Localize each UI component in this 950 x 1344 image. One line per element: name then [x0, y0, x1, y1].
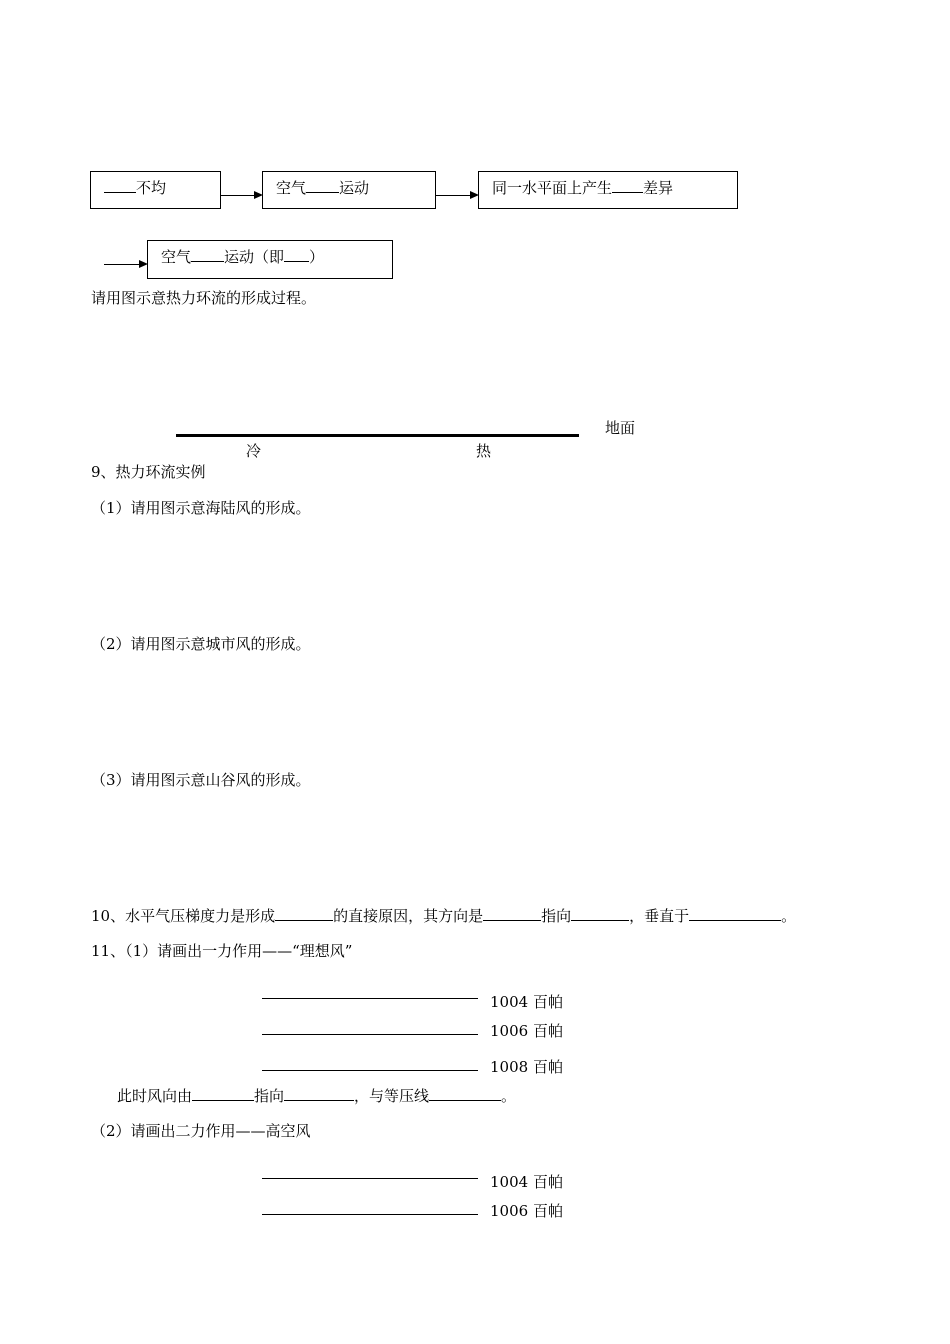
fill-blank[interactable] — [306, 178, 339, 193]
answer-text: 此时风向由 — [117, 1087, 193, 1105]
isobar-line — [262, 1070, 478, 1071]
fill-blank[interactable] — [284, 247, 309, 262]
flow-box-suffix: 差异 — [643, 179, 674, 197]
isobar-line — [262, 1178, 478, 1179]
question-11-answer — [117, 1086, 516, 1105]
isobar-label: 1006 百帕 — [490, 1022, 563, 1040]
fill-blank[interactable] — [284, 1086, 354, 1101]
flow-box-mid: 运动（即 — [224, 248, 285, 266]
answer-text: 指向 — [254, 1087, 285, 1105]
ground-line — [176, 434, 579, 437]
ground-label: 地面 — [605, 419, 636, 437]
question-10 — [91, 906, 796, 925]
hot-label: 热 — [476, 442, 492, 460]
flow-box-horizontal-motion — [147, 240, 393, 279]
question-9-sub3: （3）请用图示意山谷风的形成。 — [91, 771, 311, 789]
flow-box-uneven — [90, 171, 221, 209]
cold-label: 冷 — [246, 442, 262, 460]
flow-box-suffix: ） — [309, 248, 325, 266]
flow-arrow-icon — [221, 195, 261, 196]
question-10-text: 10、水平气压梯度力是形成 — [91, 907, 276, 925]
fill-blank[interactable] — [275, 906, 333, 921]
question-9-sub2: （2）请用图示意城市风的形成。 — [91, 635, 311, 653]
fill-blank[interactable] — [612, 178, 643, 193]
fill-blank[interactable] — [571, 906, 629, 921]
fill-blank[interactable] — [192, 1086, 254, 1101]
fill-blank[interactable] — [483, 906, 541, 921]
question-10-text: 的直接原因，其方向是 — [333, 907, 484, 925]
fill-blank[interactable] — [429, 1086, 501, 1101]
fill-blank[interactable] — [191, 247, 224, 262]
fill-blank[interactable] — [104, 178, 136, 193]
isobar-label: 1004 百帕 — [490, 1173, 563, 1191]
question-9-sub1: （1）请用图示意海陆风的形成。 — [91, 499, 311, 517]
flow-box-air-motion — [262, 171, 436, 209]
question-11-sub2: （2）请画出二力作用——高空风 — [91, 1122, 311, 1140]
isobar-line — [262, 1214, 478, 1215]
flow-box-prefix: 同一水平面上产生 — [492, 179, 613, 197]
isobar-label: 1006 百帕 — [490, 1202, 563, 1220]
fill-blank[interactable] — [689, 906, 781, 921]
flow-arrow-icon — [104, 264, 146, 265]
flow-arrow-icon — [436, 195, 477, 196]
flow-box-suffix: 运动 — [339, 179, 370, 197]
flow-box-prefix: 空气 — [276, 179, 307, 197]
question-10-text: 。 — [781, 907, 797, 925]
answer-text: 。 — [501, 1087, 517, 1105]
flow-box-label: 不均 — [136, 179, 167, 197]
question-9-title: 9、热力环流实例 — [91, 463, 206, 481]
question-10-text: 指向 — [541, 907, 572, 925]
isobar-label: 1008 百帕 — [490, 1058, 563, 1076]
question-11-title: 11、（1）请画出一力作用——“理想风” — [91, 942, 353, 960]
answer-text: ，与等压线 — [354, 1087, 430, 1105]
question-10-text: ，垂直于 — [629, 907, 690, 925]
isobar-line — [262, 998, 478, 999]
flow-box-prefix: 空气 — [161, 248, 192, 266]
instruction-thermal-circulation: 请用图示意热力环流的形成过程。 — [91, 289, 317, 307]
isobar-line — [262, 1034, 478, 1035]
flow-box-pressure-difference — [478, 171, 738, 209]
isobar-label: 1004 百帕 — [490, 993, 563, 1011]
